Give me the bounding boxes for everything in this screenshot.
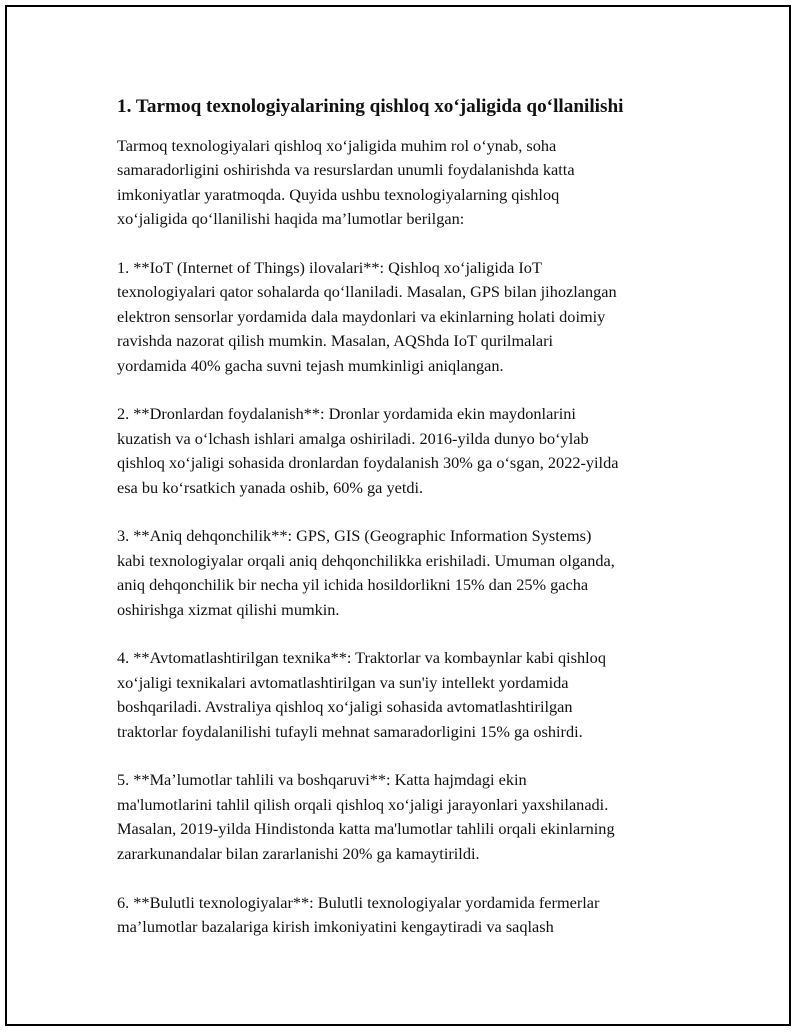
paragraph-line: elektron sensorlar yordamida dala maydonlari va ekinlarning holati doimiy bbox=[117, 306, 606, 326]
paragraph-line: 3. **Aniq dehqonchilik**: GPS, GIS (Geographic Information Systems) bbox=[117, 526, 592, 546]
paragraph-line: texnologiyalari qator sohalarda qo‘llaniladi. Masalan, GPS bilan jihozlangan bbox=[117, 282, 617, 302]
paragraph-line: Tarmoq texnologiyalari qishloq xo‘jaligida muhim rol o‘ynab, soha bbox=[117, 136, 557, 155]
precision-farming-paragraph bbox=[117, 524, 697, 622]
automation-paragraph bbox=[117, 646, 697, 744]
paragraph-line: xo‘jaligida qo‘llanilishi haqida ma’lumotlar berilgan: bbox=[117, 209, 465, 229]
drones-paragraph bbox=[117, 402, 697, 500]
paragraph-line: 1. **IoT (Internet of Things) ilovalari**: Qishloq xo‘jaligida IoT bbox=[117, 258, 542, 278]
paragraph-line: boshqariladi. Avstraliya qishloq xo‘jaligi sohasida avtomatlashtirilgan bbox=[117, 697, 573, 717]
data-analysis-paragraph bbox=[117, 768, 697, 866]
paragraph-line: aniq dehqonchilik bir necha yil ichida hosildorlikni 15% dan 25% gacha bbox=[117, 575, 589, 595]
cloud-paragraph bbox=[117, 891, 697, 940]
paragraph-line: traktorlar foydalanilishi tufayli mehnat samaradorligini 15% ga oshirdi. bbox=[117, 721, 583, 741]
paragraph-line: samaradorligini oshirishda va resurslardan unumli foydalanishda katta bbox=[117, 160, 575, 180]
iot-paragraph bbox=[117, 256, 697, 378]
paragraph-line: 2. **Dronlardan foydalanish**: Dronlar yordamida ekin maydonlarini bbox=[117, 404, 576, 424]
paragraph-line: zararkunandalar bilan zararlanishi 20% ga kamaytirildi. bbox=[117, 843, 480, 863]
paragraph-line: ma’lumotlar bazalariga kirish imkoniyatini kengaytiradi va saqlash bbox=[117, 916, 554, 936]
paragraph-line: yordamida 40% gacha suvni tejash mumkinligi aniqlangan. bbox=[117, 355, 504, 375]
document-body bbox=[117, 94, 697, 939]
paragraph-line: xo‘jaligi texnikalari avtomatlashtirilgan va sun'iy intellekt yordamida bbox=[117, 672, 569, 692]
paragraph-line: Masalan, 2019-yilda Hindistonda katta ma'lumotlar tahlili orqali ekinlarning bbox=[117, 819, 615, 839]
paragraph-line: 4. **Avtomatlashtirilgan texnika**: Traktorlar va kombaynlar kabi qishloq bbox=[117, 648, 606, 668]
paragraph-line: 6. **Bulutli texnologiyalar**: Bulutli texnologiyalar yordamida fermerlar bbox=[117, 892, 600, 912]
paragraph-line: qishloq xo‘jaligi sohasida dronlardan foydalanish 30% ga o‘sgan, 2022-yilda bbox=[117, 453, 619, 473]
paragraph-line: imkoniyatlar yaratmoqda. Quyida ushbu texnologiyalarning qishloq bbox=[117, 184, 560, 204]
paragraph-line: 5. **Ma’lumotlar tahlili va boshqaruvi**: Katta hajmdagi ekin bbox=[117, 770, 527, 790]
paragraph-line: oshirishga xizmat qilishi mumkin. bbox=[117, 599, 340, 619]
paragraph-line: kabi texnologiyalar orqali aniq dehqonchilikka erishiladi. Umuman olganda, bbox=[117, 550, 615, 570]
paragraph-line: ma'lumotlarini tahlil qilish orqali qishloq xo‘jaligi jarayonlari yaxshilanadi. bbox=[117, 794, 609, 814]
paragraph-line: esa bu ko‘rsatkich yanada oshib, 60% ga yetdi. bbox=[117, 477, 424, 497]
paragraph-line: ravishda nazorat qilish mumkin. Masalan, AQShda IoT qurilmalari bbox=[117, 331, 554, 351]
document-heading: 1. Tarmoq texnologiyalarining qishloq xo‘jaligida qo‘llanilishi bbox=[117, 96, 624, 117]
intro-paragraph bbox=[117, 134, 697, 232]
paragraph-line: kuzatish va o‘lchash ishlari amalga oshiriladi. 2016-yilda dunyo bo‘ylab bbox=[117, 428, 589, 448]
